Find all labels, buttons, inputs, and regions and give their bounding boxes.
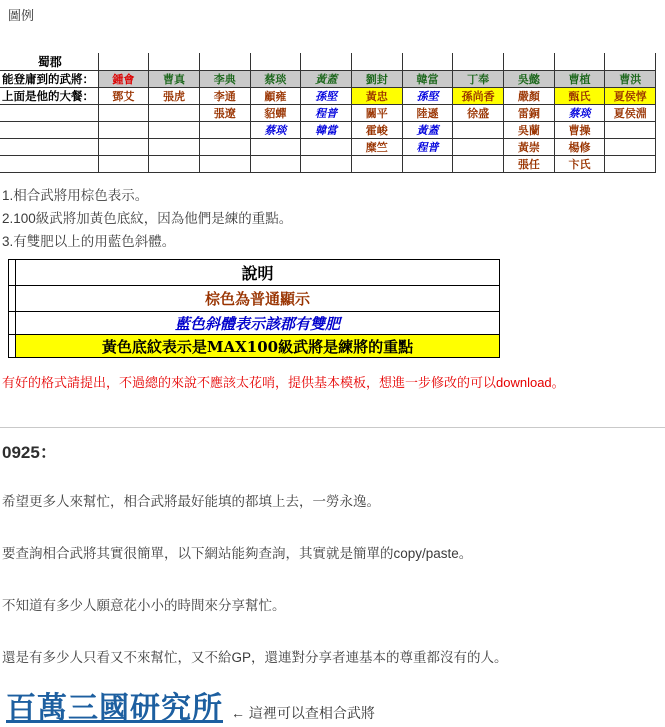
region-row: [0, 53, 656, 71]
food-row: [0, 139, 656, 156]
food-cell: 孫堅: [301, 88, 352, 105]
general-cell: 李典: [199, 71, 250, 88]
date-heading: 0925：: [2, 443, 57, 462]
empty-cell: [98, 105, 149, 122]
empty-cell: [453, 139, 504, 156]
legend-gutter-cell: [9, 312, 16, 335]
food-cell: 吳蘭: [504, 122, 555, 139]
legend-row-text: 棕色為普通顯示: [16, 286, 500, 312]
food-cell: 貂蟬: [250, 105, 301, 122]
note-line: 2.100級武將加黃色底紋，因為他們是練的重點。: [2, 211, 293, 226]
empty-cell: [504, 53, 555, 71]
legend-row-text: 藍色斜體表示該郡有雙肥: [16, 312, 500, 335]
empty-label-cell: [0, 105, 98, 122]
food-row: [0, 156, 656, 173]
food-cell: 黃崇: [504, 139, 555, 156]
general-cell: 劉封: [351, 71, 402, 88]
empty-cell: [199, 156, 250, 173]
empty-cell: [199, 122, 250, 139]
general-cell: 蔡琰: [250, 71, 301, 88]
roster-table: [0, 53, 656, 173]
empty-cell: [453, 122, 504, 139]
food-cell: 嚴顏: [504, 88, 555, 105]
format-remark-text: 有好的格式請提出，不過總的來說不應該太花哨，提供基本模板，想進一步修改的可以download。: [2, 375, 565, 390]
notes-list: [0, 184, 665, 253]
roster-table-body: [0, 53, 656, 173]
food-cell: 夏侯惇: [605, 88, 656, 105]
food-cell: 程普: [402, 139, 453, 156]
post-paragraph: 希望更多人來幫忙，相合武將最好能填的都填上去，一勞永逸。: [2, 494, 380, 509]
general-cell: 曹植: [554, 71, 605, 88]
empty-cell: [98, 156, 149, 173]
research-site-link[interactable]: 百萬三國研究所: [6, 692, 223, 725]
general-cell: 曹真: [149, 71, 200, 88]
empty-cell: [149, 53, 200, 71]
legend-gutter-cell: [9, 335, 16, 358]
food-cell: 曹操: [554, 122, 605, 139]
food-cell: 顧雍: [250, 88, 301, 105]
empty-cell: [351, 156, 402, 173]
food-cell: 張虎: [149, 88, 200, 105]
empty-cell: [301, 156, 352, 173]
region-label: 蜀郡: [0, 53, 98, 71]
general-cell: 吳懿: [504, 71, 555, 88]
legend-title: 說明: [16, 260, 500, 286]
legend-gutter-cell: [9, 286, 16, 312]
food-cell: 雷銅: [504, 105, 555, 122]
empty-cell: [98, 122, 149, 139]
link-row: [6, 683, 665, 727]
empty-cell: [605, 122, 656, 139]
food-cell: 霍峻: [351, 122, 402, 139]
general-cell: 韓當: [402, 71, 453, 88]
general-cell: 曹洪: [605, 71, 656, 88]
empty-cell: [98, 53, 149, 71]
empty-cell: [301, 139, 352, 156]
food-cell: 張任: [504, 156, 555, 173]
food-cell: 蔡琰: [250, 122, 301, 139]
empty-cell: [199, 53, 250, 71]
legend-row-text: 黃色底紋表示是MAX100級武將是練將的重點: [16, 335, 500, 358]
legend-table: [8, 259, 500, 358]
legend-rows: [9, 260, 500, 358]
food-cell: 張遼: [199, 105, 250, 122]
food-cell: 楊修: [554, 139, 605, 156]
food-row: [0, 88, 656, 105]
food-cell: 關平: [351, 105, 402, 122]
food-cell: 孫堅: [402, 88, 453, 105]
empty-label-cell: [0, 122, 98, 139]
legend-row: [9, 335, 500, 358]
link-annotation: ← 這裡可以查相合武將: [231, 705, 375, 721]
food-cell: 徐盛: [453, 105, 504, 122]
empty-cell: [453, 53, 504, 71]
empty-cell: [250, 139, 301, 156]
empty-cell: [453, 156, 504, 173]
empty-cell: [605, 53, 656, 71]
note-line: 1.相合武將用棕色表示。: [2, 188, 149, 203]
recruit-row: [0, 71, 656, 88]
food-cell: 韓當: [301, 122, 352, 139]
empty-cell: [402, 156, 453, 173]
legend-row: [9, 312, 500, 335]
empty-cell: [605, 156, 656, 173]
post-paragraphs: [0, 493, 665, 667]
empty-cell: [250, 53, 301, 71]
general-cell: 鍾會: [98, 71, 149, 88]
note-line: 3.有雙肥以上的用藍色斜體。: [2, 234, 176, 249]
legend-gutter-cell: [9, 260, 16, 286]
general-cell: 丁奉: [453, 71, 504, 88]
food-cell: 陸遜: [402, 105, 453, 122]
empty-cell: [554, 53, 605, 71]
empty-cell: [149, 156, 200, 173]
empty-cell: [98, 139, 149, 156]
empty-label-cell: [0, 139, 98, 156]
empty-cell: [301, 53, 352, 71]
food-row-label: 上面是他的大餐：: [0, 88, 98, 105]
empty-cell: [402, 53, 453, 71]
empty-label-cell: [0, 156, 98, 173]
food-cell: 孫尚香: [453, 88, 504, 105]
legend-row: [9, 286, 500, 312]
food-cell: 黃忠: [351, 88, 402, 105]
general-cell: 黃蓋: [301, 71, 352, 88]
figure-legend-label: 圖例: [8, 8, 35, 23]
food-cell: 甄氏: [554, 88, 605, 105]
legend-title-row: [9, 260, 500, 286]
food-cell: 糜竺: [351, 139, 402, 156]
post-paragraph: 還是有多少人只看又不來幫忙，又不給GP，還連對分享者連基本的尊重都沒有的人。: [2, 650, 508, 665]
food-cell: 蔡琰: [554, 105, 605, 122]
empty-cell: [605, 139, 656, 156]
food-row: [0, 105, 656, 122]
food-cell: 黃蓋: [402, 122, 453, 139]
empty-cell: [149, 105, 200, 122]
divider: [0, 427, 665, 428]
empty-cell: [250, 156, 301, 173]
food-cell: 鄧艾: [98, 88, 149, 105]
food-cell: 夏侯淵: [605, 105, 656, 122]
empty-cell: [351, 53, 402, 71]
recruit-row-label: 能登庸到的武將：: [0, 71, 98, 88]
food-cell: 程普: [301, 105, 352, 122]
empty-cell: [149, 139, 200, 156]
empty-cell: [149, 122, 200, 139]
food-row: [0, 122, 656, 139]
post-paragraph: 要查詢相合武將其實很簡單，以下網站能夠查詢，其實就是簡單的copy/paste。: [2, 546, 473, 561]
food-cell: 卞氏: [554, 156, 605, 173]
empty-cell: [199, 139, 250, 156]
food-cell: 李通: [199, 88, 250, 105]
post-paragraph: 不知道有多少人願意花小小的時間來分享幫忙。: [2, 598, 286, 613]
